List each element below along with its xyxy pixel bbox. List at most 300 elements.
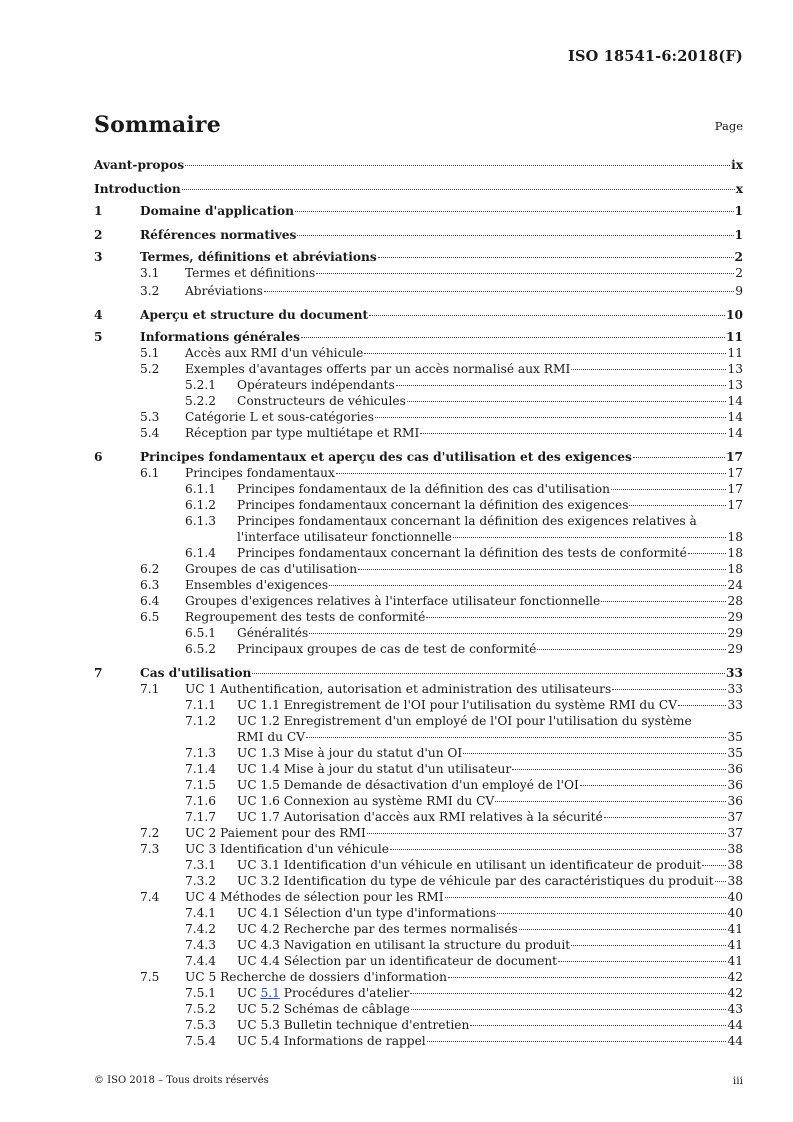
toc-entry-text bbox=[237, 937, 743, 953]
toc-page-number: 44 bbox=[727, 1034, 743, 1048]
toc-entry-number: 7.5.1 bbox=[185, 986, 217, 1000]
toc-page-number: 33 bbox=[727, 698, 743, 712]
toc-page-number: 29 bbox=[727, 626, 743, 640]
toc-entry-label-rest: Procédures d'atelier bbox=[279, 986, 410, 1000]
toc-entry-number: 7.5.2 bbox=[185, 1002, 217, 1016]
toc-entry[interactable] bbox=[94, 889, 743, 905]
toc-entry[interactable] bbox=[94, 577, 743, 593]
toc-entry-number: 7.1.6 bbox=[185, 794, 217, 808]
toc-page-number: 42 bbox=[727, 970, 743, 984]
toc-entry-text bbox=[140, 665, 743, 681]
toc-entry-number: 7.1.4 bbox=[185, 762, 217, 776]
toc-entry[interactable] bbox=[94, 513, 743, 529]
toc-entry-text bbox=[237, 745, 743, 761]
toc-dot-leader bbox=[537, 649, 726, 650]
toc-entry-text bbox=[185, 425, 743, 441]
toc-entry-label: Accès aux RMI d'un véhicule bbox=[185, 346, 364, 360]
toc-page-number: 17 bbox=[727, 498, 743, 512]
toc-entry-label: UC 1 Authentification, autorisation et administration des utilisateurs bbox=[185, 682, 612, 696]
toc-entry-label: Groupes de cas d'utilisation bbox=[185, 562, 358, 576]
toc-dot-leader bbox=[612, 689, 726, 690]
toc-entry-text bbox=[237, 545, 743, 561]
toc-dot-leader bbox=[309, 633, 726, 634]
toc-entry-label: UC 1.2 Enregistrement d'un employé de l'OI pour l'utilisation du système bbox=[237, 714, 692, 728]
toc-entry[interactable] bbox=[94, 745, 743, 761]
toc-entry-label: Termes et définitions bbox=[185, 266, 316, 280]
toc-page-number: 14 bbox=[727, 394, 743, 408]
toc-dot-leader bbox=[378, 257, 734, 258]
toc-entry[interactable] bbox=[94, 283, 743, 299]
toc-entry-text bbox=[140, 329, 743, 345]
toc-entry[interactable] bbox=[94, 377, 743, 393]
toc-dot-leader bbox=[558, 961, 726, 962]
toc-entry-number: 6.4 bbox=[140, 594, 160, 608]
toc-entry-label: UC 1.7 Autorisation d'accès aux RMI relatives à la sécurité bbox=[237, 810, 603, 824]
toc-dot-leader bbox=[448, 977, 727, 978]
toc-dot-leader bbox=[407, 401, 727, 402]
toc-entry-number: 3.1 bbox=[140, 266, 160, 280]
toc-dot-leader bbox=[495, 801, 726, 802]
toc-dot-leader bbox=[306, 737, 726, 738]
toc-entry[interactable] bbox=[94, 561, 743, 577]
toc-entry-text bbox=[185, 825, 743, 841]
toc-entry[interactable] bbox=[94, 681, 743, 697]
toc-entry-text bbox=[237, 873, 743, 889]
toc-page-number: 1 bbox=[734, 204, 743, 218]
toc-entry-text bbox=[185, 593, 743, 609]
toc-entry-number: 5.2.2 bbox=[185, 394, 217, 408]
toc-page-number: 33 bbox=[726, 666, 743, 680]
toc-entry[interactable] bbox=[94, 873, 743, 889]
toc-crossref-link[interactable]: 5.1 bbox=[260, 986, 280, 1000]
toc-entry-label bbox=[237, 985, 409, 1001]
toc-entry[interactable] bbox=[94, 361, 743, 377]
toc-dot-leader bbox=[445, 897, 727, 898]
toc-entry-number: 6.5 bbox=[140, 610, 160, 624]
footer-page-number: iii bbox=[732, 1075, 743, 1087]
toc-page-number: 13 bbox=[727, 362, 743, 376]
toc-entry[interactable] bbox=[94, 497, 743, 513]
toc-dot-leader bbox=[497, 913, 726, 914]
toc-entry[interactable] bbox=[94, 409, 743, 425]
toc-page-number: 38 bbox=[727, 842, 743, 856]
toc-dot-leader bbox=[512, 769, 726, 770]
toc-entry-number: 7.1.2 bbox=[185, 714, 217, 728]
toc-page-number: 33 bbox=[727, 682, 743, 696]
toc-entry-text bbox=[237, 481, 743, 497]
toc-entry-label: Aperçu et structure du document bbox=[140, 308, 369, 322]
toc-entry[interactable] bbox=[94, 921, 743, 937]
toc-page-number: 17 bbox=[727, 466, 743, 480]
toc-dot-leader bbox=[329, 585, 726, 586]
toc-entry[interactable] bbox=[94, 841, 743, 857]
toc-entry-text bbox=[185, 361, 743, 377]
toc-dot-leader bbox=[470, 1025, 726, 1026]
toc-entry-label: UC 4.1 Sélection d'un type d'informations bbox=[237, 906, 497, 920]
toc-entry-label: UC 3.1 Identification d'un véhicule en utilisant un identificateur de produit bbox=[237, 858, 702, 872]
toc-entry-label: UC 1.5 Demande de désactivation d'un employé de l'OI bbox=[237, 778, 579, 792]
toc-dot-leader bbox=[336, 473, 727, 474]
toc-entry-number: 7.3.2 bbox=[185, 874, 217, 888]
toc-entry-label: Termes, définitions et abréviations bbox=[140, 250, 377, 264]
toc-entry-text bbox=[185, 465, 743, 481]
toc-entry-label: Principes fondamentaux concernant la définition des tests de conformité bbox=[237, 546, 687, 560]
toc-entry-label: UC 5 Recherche de dossiers d'information bbox=[185, 970, 447, 984]
toc-page-number: 41 bbox=[727, 954, 743, 968]
toc-dot-leader bbox=[410, 993, 726, 994]
toc-entry[interactable] bbox=[94, 969, 743, 985]
toc-entry-label: UC 1.1 Enregistrement de l'OI pour l'utilisation du système RMI du CV bbox=[237, 698, 678, 712]
toc-entry-text bbox=[140, 449, 743, 465]
toc-entry[interactable] bbox=[94, 449, 743, 465]
toc-entry-text bbox=[237, 953, 743, 969]
toc-page-number: 36 bbox=[727, 794, 743, 808]
toc-entry-number: 7.4.2 bbox=[185, 922, 217, 936]
toc-entry-label: UC 5.4 Informations de rappel bbox=[237, 1034, 426, 1048]
toc-dot-leader bbox=[390, 849, 726, 850]
toc-entry-number: 7.1 bbox=[140, 682, 160, 696]
toc-entry[interactable] bbox=[94, 697, 743, 713]
toc-dot-leader bbox=[715, 881, 727, 882]
toc-entry-label: UC 3 Identification d'un véhicule bbox=[185, 842, 390, 856]
toc-entry[interactable] bbox=[94, 1001, 743, 1017]
toc-page-number: 14 bbox=[727, 426, 743, 440]
toc-entry[interactable] bbox=[94, 953, 743, 969]
toc-entry-text bbox=[237, 1033, 743, 1049]
toc-entry-label: UC 5.3 Bulletin technique d'entretien bbox=[237, 1018, 470, 1032]
toc-entry-text bbox=[237, 857, 743, 873]
toc-entry[interactable] bbox=[94, 307, 743, 323]
toc-entry-text bbox=[140, 307, 743, 323]
toc-entry-number: 6.1.4 bbox=[185, 546, 217, 560]
toc-entry-text bbox=[237, 729, 743, 745]
toc-dot-leader bbox=[463, 753, 726, 754]
toc-entry-text bbox=[94, 157, 743, 173]
toc-entry-label: UC 1.6 Connexion au système RMI du CV bbox=[237, 794, 495, 808]
toc-entry-number: 5.1 bbox=[140, 346, 160, 360]
toc-entry-number: 7.3.1 bbox=[185, 858, 217, 872]
toc-entry-label-prefix: UC bbox=[237, 986, 261, 1000]
toc-page-number: 17 bbox=[727, 482, 743, 496]
toc-dot-leader bbox=[702, 865, 726, 866]
toc-entry-number: 6.1 bbox=[140, 466, 160, 480]
toc-dot-leader bbox=[633, 457, 725, 458]
toc-entry-label: Généralités bbox=[237, 626, 309, 640]
toc-entry-number: 7.4.1 bbox=[185, 906, 217, 920]
toc-dot-leader bbox=[611, 489, 727, 490]
toc-page-number: x bbox=[735, 182, 743, 196]
toc-dot-leader bbox=[358, 569, 726, 570]
toc-entry[interactable] bbox=[94, 1033, 743, 1049]
toc-entry-label: l'interface utilisateur fonctionnelle bbox=[237, 530, 452, 544]
toc-entry-number: 7 bbox=[94, 666, 103, 680]
toc-entry-text bbox=[237, 641, 743, 657]
toc-page-number: 9 bbox=[735, 284, 743, 298]
toc-dot-leader bbox=[264, 291, 734, 292]
toc-entry-label: Principes fondamentaux et aperçu des cas d'utilisation et des exigences bbox=[140, 450, 632, 464]
toc-entry-label: UC 1.3 Mise à jour du statut d'un OI bbox=[237, 746, 463, 760]
toc-entry-label: Introduction bbox=[94, 182, 181, 196]
toc-dot-leader bbox=[420, 433, 726, 434]
page-title: Sommaire bbox=[94, 112, 221, 138]
toc-entry-label: UC 4 Méthodes de sélection pour les RMI bbox=[185, 890, 444, 904]
toc-page-number: 38 bbox=[727, 858, 743, 872]
toc-entry-number: 7.1.1 bbox=[185, 698, 217, 712]
toc-entry-text bbox=[237, 905, 743, 921]
toc-entry-label: Domaine d'application bbox=[140, 204, 294, 218]
toc-entry[interactable] bbox=[94, 265, 743, 281]
toc-entry[interactable] bbox=[94, 625, 743, 641]
toc-entry-number: 2 bbox=[94, 228, 103, 242]
toc-entry-number: 7.5.3 bbox=[185, 1018, 217, 1032]
toc-entry[interactable] bbox=[94, 345, 743, 361]
toc-entry-number: 7.4 bbox=[140, 890, 160, 904]
toc-dot-leader bbox=[519, 929, 727, 930]
toc-entry[interactable] bbox=[94, 425, 743, 441]
footer-copyright: © ISO 2018 – Tous droits réservés bbox=[94, 1075, 269, 1086]
toc-entry[interactable] bbox=[94, 545, 743, 561]
toc-entry[interactable] bbox=[94, 857, 743, 873]
toc-entry[interactable] bbox=[94, 665, 743, 681]
toc-page-number: 10 bbox=[726, 308, 743, 322]
toc-entry[interactable] bbox=[94, 329, 743, 345]
toc-entry-number: 5.2 bbox=[140, 362, 160, 376]
toc-entry[interactable] bbox=[94, 793, 743, 809]
toc-entry-label: Ensembles d'exigences bbox=[185, 578, 329, 592]
toc-dot-leader bbox=[369, 315, 725, 316]
toc-entry-number: 7.2 bbox=[140, 826, 160, 840]
toc-entry-number: 3.2 bbox=[140, 284, 160, 298]
toc-entry[interactable] bbox=[94, 761, 743, 777]
toc-entry-text bbox=[237, 513, 743, 529]
toc-entry[interactable] bbox=[94, 937, 743, 953]
toc-entry-number: 3 bbox=[94, 250, 103, 264]
toc-page-number: 41 bbox=[727, 938, 743, 952]
toc-entry-label: Références normatives bbox=[140, 228, 297, 242]
toc-page-number: 13 bbox=[727, 378, 743, 392]
toc-entry-label: UC 3.2 Identification du type de véhicule par des caractéristiques du produit bbox=[237, 874, 714, 888]
toc-entry-label: UC 4.3 Navigation en utilisant la structure du produit bbox=[237, 938, 571, 952]
toc-page-number: 18 bbox=[727, 546, 743, 560]
toc-entry-text bbox=[237, 393, 743, 409]
toc-entry[interactable] bbox=[94, 729, 743, 745]
toc-entry-text bbox=[140, 249, 743, 265]
toc-entry-text bbox=[237, 713, 743, 729]
toc-entry-label: Principes fondamentaux de la définition des cas d'utilisation bbox=[237, 482, 610, 496]
toc-entry-text bbox=[237, 793, 743, 809]
toc-entry[interactable] bbox=[94, 609, 743, 625]
toc-dot-leader bbox=[396, 385, 727, 386]
toc-entry[interactable] bbox=[94, 393, 743, 409]
toc-entry-text bbox=[185, 889, 743, 905]
toc-entry-text bbox=[185, 283, 743, 299]
toc-entry-label: UC 1.4 Mise à jour du statut d'un utilisateur bbox=[237, 762, 512, 776]
toc-page-number: 41 bbox=[727, 922, 743, 936]
toc-page-number: 36 bbox=[727, 762, 743, 776]
toc-page-number: 2 bbox=[735, 266, 743, 280]
toc-page-number: 2 bbox=[734, 250, 743, 264]
toc-entry[interactable] bbox=[94, 777, 743, 793]
toc-entry[interactable] bbox=[94, 985, 743, 1001]
toc-entry-number: 6.5.1 bbox=[185, 626, 217, 640]
toc-entry-text bbox=[185, 409, 743, 425]
toc-entry-text bbox=[237, 497, 743, 513]
toc-entry-number: 1 bbox=[94, 204, 103, 218]
toc-dot-leader bbox=[571, 945, 726, 946]
toc-entry[interactable] bbox=[94, 529, 743, 545]
toc-entry-number: 6 bbox=[94, 450, 103, 464]
toc-entry-text bbox=[185, 609, 743, 625]
toc-entry-label: Catégorie L et sous-catégories bbox=[185, 410, 374, 424]
toc-dot-leader bbox=[367, 833, 727, 834]
toc-entry-number: 7.4.3 bbox=[185, 938, 217, 952]
toc-page-number: 35 bbox=[727, 746, 743, 760]
toc-entry[interactable] bbox=[94, 481, 743, 497]
document-standard-id: ISO 18541-6:2018(F) bbox=[567, 48, 743, 65]
toc-page-number: 28 bbox=[727, 594, 743, 608]
toc-entry-text bbox=[94, 181, 743, 197]
toc-dot-leader bbox=[688, 553, 727, 554]
toc-entry-label: Regroupement des tests de conformité bbox=[185, 610, 426, 624]
toc-page-number: 24 bbox=[727, 578, 743, 592]
toc-entry-label: UC 5.2 Schémas de câblage bbox=[237, 1002, 410, 1016]
toc-entry-number: 7.5.4 bbox=[185, 1034, 217, 1048]
toc-dot-leader bbox=[604, 817, 727, 818]
toc-entry[interactable] bbox=[94, 157, 743, 173]
toc-entry-text bbox=[237, 1001, 743, 1017]
toc-entry-number: 5.2.1 bbox=[185, 378, 217, 392]
toc-dot-leader bbox=[629, 505, 726, 506]
toc-page-number: 18 bbox=[727, 530, 743, 544]
toc-page-number: 40 bbox=[727, 890, 743, 904]
toc-entry-number: 6.3 bbox=[140, 578, 160, 592]
toc-entry-text bbox=[140, 227, 743, 243]
toc-entry-text bbox=[237, 377, 743, 393]
toc-page-number: 43 bbox=[727, 1002, 743, 1016]
toc-dot-leader bbox=[571, 369, 726, 370]
toc-page-number: 29 bbox=[727, 642, 743, 656]
toc-entry-text bbox=[237, 697, 743, 713]
toc-dot-leader bbox=[182, 189, 735, 190]
toc-page-number: 40 bbox=[727, 906, 743, 920]
toc-entry-label: Constructeurs de véhicules bbox=[237, 394, 406, 408]
toc-page-number: 38 bbox=[727, 874, 743, 888]
toc-dot-leader bbox=[601, 601, 726, 602]
toc-dot-leader bbox=[453, 537, 727, 538]
toc-entry-text bbox=[185, 561, 743, 577]
toc-entry-number: 7.4.4 bbox=[185, 954, 217, 968]
toc-entry-number: 5.4 bbox=[140, 426, 160, 440]
toc-page-number: ix bbox=[731, 158, 743, 172]
toc-entry-label: Principaux groupes de cas de test de conformité bbox=[237, 642, 537, 656]
toc-page-number: 37 bbox=[727, 826, 743, 840]
toc-entry-text bbox=[185, 841, 743, 857]
toc-dot-leader bbox=[580, 785, 727, 786]
toc-entry-number: 6.2 bbox=[140, 562, 160, 576]
toc-entry-label: Principes fondamentaux bbox=[185, 466, 335, 480]
toc-entry[interactable] bbox=[94, 713, 743, 729]
toc-entry-text bbox=[237, 625, 743, 641]
toc-entry-text bbox=[185, 345, 743, 361]
toc-entry[interactable] bbox=[94, 227, 743, 243]
toc-entry[interactable] bbox=[94, 809, 743, 825]
toc-entry-label: UC 4.2 Recherche par des termes normalisés bbox=[237, 922, 518, 936]
toc-page-number: 29 bbox=[727, 610, 743, 624]
toc-entry-number: 7.1.7 bbox=[185, 810, 217, 824]
toc-entry-text bbox=[237, 529, 743, 545]
toc-dot-leader bbox=[364, 353, 726, 354]
toc-entry-number: 5 bbox=[94, 330, 103, 344]
toc-page-number: 42 bbox=[727, 986, 743, 1000]
toc-entry[interactable] bbox=[94, 203, 743, 219]
toc-page-number: 11 bbox=[727, 346, 743, 360]
toc-entry-label: Groupes d'exigences relatives à l'interface utilisateur fonctionnelle bbox=[185, 594, 601, 608]
page-column-label: Page bbox=[714, 119, 743, 133]
toc-entry-text bbox=[185, 969, 743, 985]
toc-entry-label: Cas d'utilisation bbox=[140, 666, 252, 680]
toc-entry[interactable] bbox=[94, 1017, 743, 1033]
toc-page-number: 36 bbox=[727, 778, 743, 792]
toc-entry-text bbox=[185, 681, 743, 697]
toc-entry-label: RMI du CV bbox=[237, 730, 305, 744]
toc-entry-label: Principes fondamentaux concernant la définition des exigences bbox=[237, 498, 629, 512]
toc-page-number: 14 bbox=[727, 410, 743, 424]
toc-page-number: 18 bbox=[727, 562, 743, 576]
toc-dot-leader bbox=[678, 705, 726, 706]
toc-entry-number: 7.3 bbox=[140, 842, 160, 856]
toc-dot-leader bbox=[297, 235, 733, 236]
toc-entry-number: 7.1.3 bbox=[185, 746, 217, 760]
toc-entry[interactable] bbox=[94, 465, 743, 481]
toc-entry-text bbox=[237, 777, 743, 793]
toc-entry-number: 7.1.5 bbox=[185, 778, 217, 792]
toc-entry[interactable] bbox=[94, 181, 743, 197]
toc-entry-label: Exemples d'avantages offerts par un accès normalisé aux RMI bbox=[185, 362, 571, 376]
toc-dot-leader bbox=[427, 1041, 727, 1042]
toc-entry-text bbox=[237, 1017, 743, 1033]
toc-entry[interactable] bbox=[94, 249, 743, 265]
toc-dot-leader bbox=[426, 617, 726, 618]
toc-page-number: 11 bbox=[726, 330, 743, 344]
toc-entry-label: Principes fondamentaux concernant la définition des exigences relatives à bbox=[237, 514, 697, 528]
toc-entry-number: 4 bbox=[94, 308, 103, 322]
toc-entry[interactable] bbox=[94, 905, 743, 921]
toc-entry-text bbox=[237, 809, 743, 825]
toc-entry-label: Réception par type multiétape et RMI bbox=[185, 426, 420, 440]
toc-page-number: 17 bbox=[726, 450, 743, 464]
toc-entry[interactable] bbox=[94, 641, 743, 657]
toc-entry-label: Abréviations bbox=[185, 284, 263, 298]
toc-page-number: 35 bbox=[727, 730, 743, 744]
toc-entry-label: UC 2 Paiement pour des RMI bbox=[185, 826, 366, 840]
toc-entry-label: Informations générales bbox=[140, 330, 300, 344]
toc-page-number: 1 bbox=[734, 228, 743, 242]
toc-entry-label: UC 4.4 Sélection par un identificateur de document bbox=[237, 954, 558, 968]
toc-dot-leader bbox=[185, 165, 730, 166]
toc-entry[interactable] bbox=[94, 825, 743, 841]
toc-dot-leader bbox=[375, 417, 727, 418]
toc-entry-number: 6.1.3 bbox=[185, 514, 217, 528]
toc-entry-text bbox=[237, 985, 743, 1001]
toc-entry-label: Avant-propos bbox=[94, 158, 185, 172]
toc-entry-number: 5.3 bbox=[140, 410, 160, 424]
toc-entry-text bbox=[185, 577, 743, 593]
toc-entry-number: 7.5 bbox=[140, 970, 160, 984]
toc-entry[interactable] bbox=[94, 593, 743, 609]
toc-entry-number: 6.5.2 bbox=[185, 642, 217, 656]
toc-entry-text bbox=[237, 921, 743, 937]
toc-dot-leader bbox=[411, 1009, 727, 1010]
